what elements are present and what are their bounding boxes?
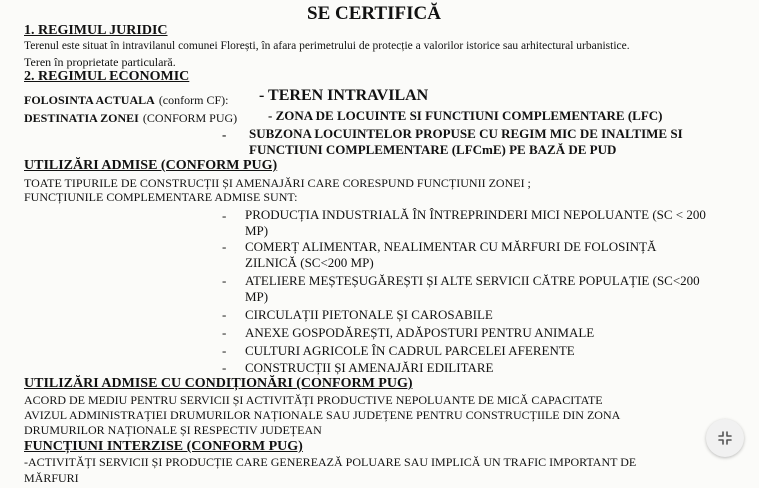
list-item-continued: ZILNICĂ (SC<200 MP) <box>245 255 374 270</box>
list-item-continued: MP) <box>245 223 269 238</box>
interzise-line: MĂRFURI <box>24 471 79 485</box>
collapse-button[interactable] <box>706 419 744 457</box>
destinatia-value: - ZONA DE LOCUINTE SI FUNCTIUNI COMPLEMENTARE (LFC) <box>268 108 663 123</box>
folosinta-note: (conform CF): <box>158 93 229 107</box>
conditionari-line: DRUMURILOR NAȚIONALE ȘI RESPECTIV JUDEȚEAN <box>24 423 322 437</box>
paragraph-line: Teren în proprietate particulară. <box>24 55 176 69</box>
list-item: CONSTRUCȚII ȘI AMENAJĂRI EDILITARE <box>245 360 494 375</box>
bullet-dash-icon: - <box>222 273 227 288</box>
bullet-dash-icon: - <box>222 307 227 322</box>
functiuni-interzise-heading: FUNCȚIUNI INTERZISE (CONFORM PUG) <box>24 439 303 454</box>
subzona-line: FUNCTIUNI COMPLEMENTARE (LFCmE) PE BAZĂ DE PUD <box>249 142 617 157</box>
conditionari-line: ACORD DE MEDIU PENTRU SERVICII ȘI ACTIVITĂȚI PRODUCTIVE NEPOLUANTE DE MICĂ CAPACITATE <box>24 393 603 407</box>
list-item: CIRCULAȚII PIETONALE ȘI CAROSABILE <box>245 307 493 322</box>
section-regimul-economic-heading: 2. REGIMUL ECONOMIC <box>24 69 190 84</box>
document-title: SE CERTIFICĂ <box>307 3 441 24</box>
destinatia-row <box>24 110 237 126</box>
list-item: ATELIERE MEȘTEȘUGĂREȘTI ȘI ALTE SERVICII CĂTRE POPULAȚIE (SC<200 <box>245 273 700 288</box>
destinatia-label: DESTINATIA ZONEI <box>24 111 139 125</box>
folosinta-label: FOLOSINTA ACTUALA <box>24 93 155 107</box>
paragraph-line: Terenul este situat în intravilanul comunei Florești, în afara perimetrului de protecție a valorilor istorice sau arhitectural urbanistice. <box>24 40 630 52</box>
destinatia-note: (CONFORM PUG) <box>142 111 238 125</box>
conditionari-line: AVIZUL ADMINISTRAȚIEI DRUMURILOR NAȚIONALE SAU JUDEȚENE PENTRU CONSTRUCȚIILE DIN ZONA <box>24 408 621 422</box>
collapse-icon <box>717 430 733 446</box>
bullet-dash-icon: - <box>222 343 227 358</box>
bullet-dash-icon: - <box>222 239 227 254</box>
intro-line: FUNCȚIUNILE COMPLEMENTARE ADMISE SUNT: <box>24 190 298 204</box>
list-item-continued: MP) <box>245 289 269 304</box>
subzona-line: SUBZONA LOCUINTELOR PROPUSE CU REGIM MIC DE INALTIME SI <box>249 126 683 141</box>
utilizari-conditionari-heading: UTILIZĂRI ADMISE CU CONDIȚIONĂRI (CONFORM PUG) <box>24 376 413 391</box>
utilizari-admise-heading: UTILIZĂRI ADMISE (CONFORM PUG) <box>24 158 278 173</box>
intro-line: TOATE TIPURILE DE CONSTRUCȚII ȘI AMENAJĂRI CARE CORESPUND FUNCȚIUNII ZONEI ; <box>24 176 531 190</box>
interzise-line: -ACTIVITĂȚI SERVICII ȘI PRODUCȚIE CARE GENEREAZĂ POLUARE SAU IMPLICĂ UN TRAFIC IMPORTANT DE <box>24 455 637 469</box>
section-regimul-juridic-heading: 1. REGIMUL JURIDIC <box>24 23 168 38</box>
list-item: ANEXE GOSPODĂREȘTI, ADĂPOSTURI PENTRU ANIMALE <box>245 325 595 340</box>
bullet-dash-icon: - <box>222 208 227 223</box>
list-item: COMERȚ ALIMENTAR, NEALIMENTAR CU MĂRFURI DE FOLOSINȚĂ <box>245 239 657 254</box>
bullet-dash-icon: - <box>222 325 227 340</box>
folosinta-row <box>24 92 228 108</box>
list-item: CULTURI AGRICOLE ÎN CADRUL PARCELEI AFERENTE <box>245 343 575 358</box>
subzona-dash: - <box>222 127 227 142</box>
folosinta-value: - TEREN INTRAVILAN <box>259 87 429 104</box>
list-item: PRODUCȚIA INDUSTRIALĂ ÎN ÎNTREPRINDERI MICI NEPOLUANTE (SC < 200 <box>245 207 706 222</box>
bullet-dash-icon: - <box>222 360 227 375</box>
